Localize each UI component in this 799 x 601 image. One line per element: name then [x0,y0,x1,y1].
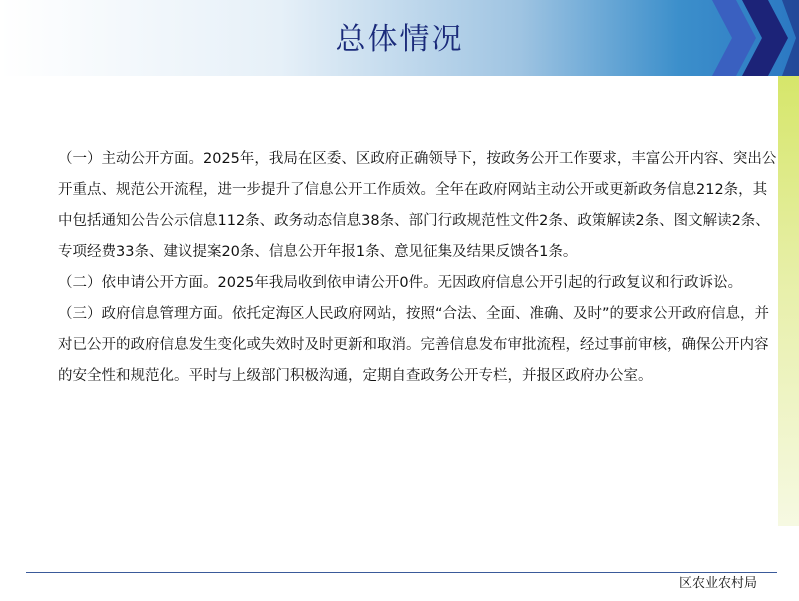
side-accent-bar [778,76,799,526]
chevron-right-icon [712,0,799,80]
body-text [58,144,780,392]
paragraph-info-management: （三）政府信息管理方面。依托定海区人民政府网站，按照“合法、全面、准确、及时”的要求公开政府信息，并对已公开的政府信息发生变化或失效时及时更新和取消。完善信息发布审批流程，经过事前审核，确保公开内容的安全性和规范化。平时与上级部门积极沟通，定期自查政务公开专栏，并报区政府办公室。 [58,306,770,384]
footer-divider [26,572,777,573]
paragraph-active-disclosure: （一）主动公开方面。2025年，我局在区委、区政府正确领导下，按政务公开工作要求，丰富公开内容、突出公开重点、规范公开流程，进一步提升了信息公开工作质效。全年在政府网站主动公开或更新政务信息212条，其中包括通知公告公示信息112条、政务动态信息38条、部门行政规范性文件2条、政策解读2条、图文解读2条、专项经费33条、建议提案20条、信息公开年报1条、意见征集及结果反馈各1条。 [58,151,777,260]
page-title: 总体情况 [335,22,464,57]
footer-org-name: 区农业农村局 [678,576,757,591]
paragraph-request-disclosure: （二）依申请公开方面。2025年我局收到依申请公开0件。无因政府信息公开引起的行政复议和行政诉讼。 [58,275,743,291]
